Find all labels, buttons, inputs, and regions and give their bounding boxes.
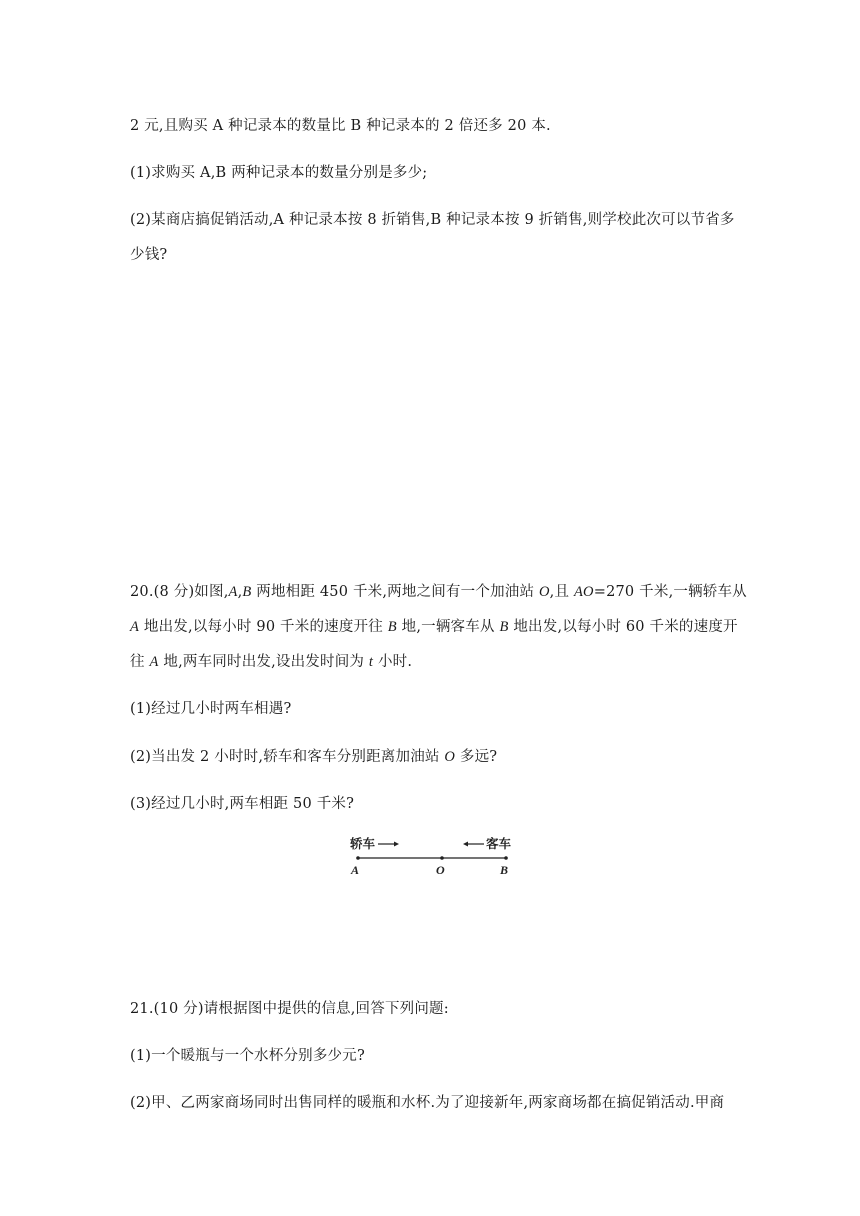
q19-part1: (1)求购买 A,B 两种记录本的数量分别是多少; <box>130 165 428 181</box>
segment-ao-ref: AO <box>574 584 594 600</box>
left-arrow-icon <box>463 842 484 847</box>
point-b-ref: B <box>242 584 252 600</box>
q20-text: , <box>237 584 243 600</box>
q19-part2-line2: 少钱? <box>130 247 168 263</box>
point-o-ref: O <box>539 584 550 600</box>
point-b-ref: B <box>387 619 397 635</box>
point-o-label: O <box>436 863 445 877</box>
q20-text: 地出发,以每小时 60 千米的速度开 <box>508 619 738 635</box>
q20-line2 <box>130 615 738 636</box>
point-o-dot <box>440 856 444 860</box>
right-arrow-icon <box>378 842 399 847</box>
point-a-dot <box>356 856 360 860</box>
q20-text: 多远? <box>455 749 498 765</box>
q21-part2: (2)甲、乙两家商场同时出售同样的暖瓶和水杯.为了迎接新年,两家商场都在搞促销活动.甲商 <box>130 1095 725 1111</box>
q20-line1 <box>130 580 747 601</box>
q20-part1: (1)经过几小时两车相遇? <box>130 701 292 717</box>
q19-part2-line1: (2)某商店搞促销活动,A 种记录本按 8 折销售,B 种记录本按 9 折销售,则学校此次可以节省多 <box>130 212 735 228</box>
q20-line3 <box>130 650 412 671</box>
q20-text: ,且 <box>549 584 574 600</box>
point-b-label: B <box>500 863 509 877</box>
car-label: 轿车 <box>350 836 376 851</box>
point-a-ref: A <box>228 584 238 600</box>
q20-part2 <box>130 745 497 766</box>
bus-label: 客车 <box>486 836 512 851</box>
q20-text: 20.(8 分)如图, <box>130 584 229 600</box>
q20-text: 地,一辆客车从 <box>396 619 500 635</box>
q20-text: 小时. <box>373 654 413 670</box>
q20-text: 两地相距 450 千米,两地之间有一个加油站 <box>251 584 539 600</box>
point-a-label: A <box>351 863 360 877</box>
q20-text: (2)当出发 2 小时时,轿车和客车分别距离加油站 <box>130 749 445 765</box>
q20-text: 地,两车同时出发,设出发时间为 <box>158 654 369 670</box>
q20-text: =270 千米,一辆轿车从 <box>593 584 747 600</box>
q20-text: 地出发,以每小时 90 千米的速度开往 <box>139 619 388 635</box>
point-o-ref: O <box>444 749 456 765</box>
q21-part1: (1)一个暖瓶与一个水杯分别多少元? <box>130 1048 365 1064</box>
point-a-ref: A <box>149 654 159 670</box>
q19-line1: 2 元,且购买 A 种记录本的数量比 B 种记录本的 2 倍还多 20 本. <box>130 118 551 134</box>
q20-text: 往 <box>130 654 150 670</box>
q21-line1: 21.(10 分)请根据图中提供的信息,回答下列问题: <box>130 1001 449 1017</box>
road-diagram <box>340 832 520 880</box>
point-b-dot <box>504 856 508 860</box>
time-variable: t <box>368 654 374 670</box>
point-b-ref: B <box>499 619 509 635</box>
point-a-ref: A <box>130 619 140 635</box>
q20-part3: (3)经过几小时,两车相距 50 千米? <box>130 796 355 812</box>
